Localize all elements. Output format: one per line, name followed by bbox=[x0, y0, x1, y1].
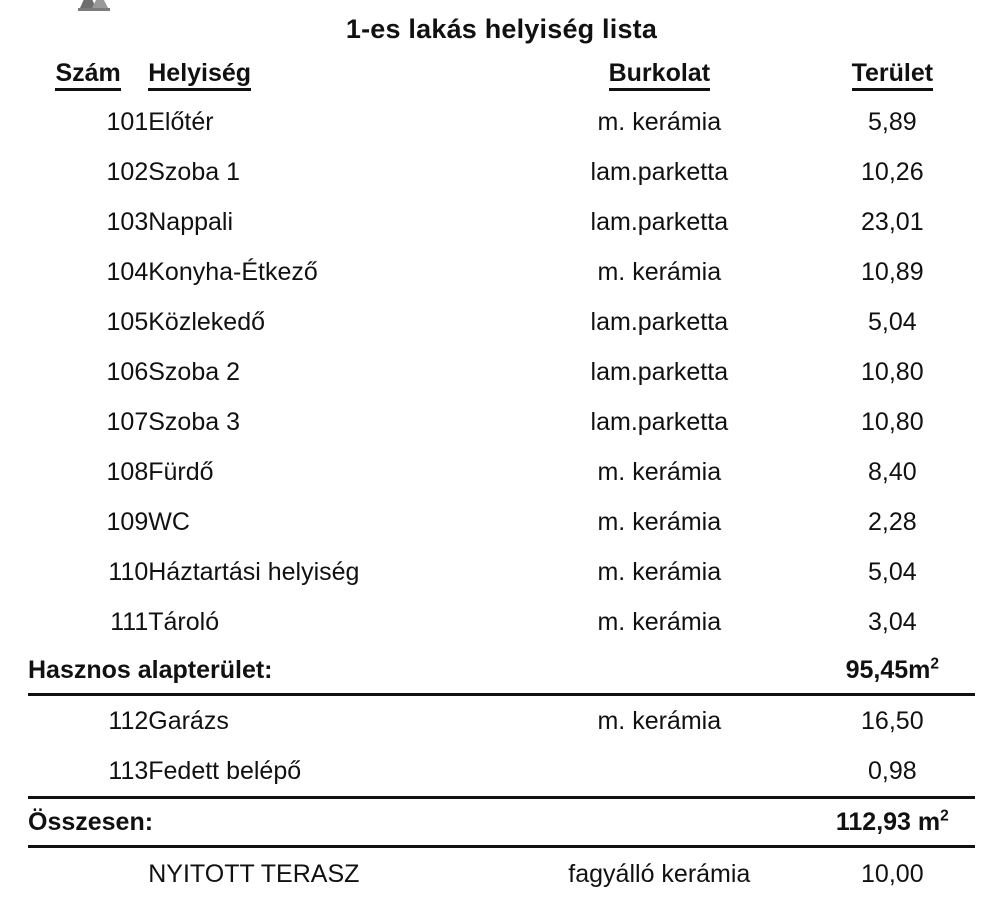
cell-area: 5,89 bbox=[867, 107, 917, 136]
cell-room: Közlekedő bbox=[148, 307, 265, 336]
table-header-row bbox=[28, 53, 975, 97]
table-row bbox=[28, 197, 975, 247]
cell-number: 104 bbox=[106, 257, 149, 286]
subtotal-unit: 2 bbox=[930, 655, 940, 673]
cell-floor: m. kerámia bbox=[597, 706, 722, 735]
cell-room: Szoba 3 bbox=[148, 407, 240, 436]
cell-number: 109 bbox=[106, 507, 149, 536]
cell-floor: lam.parketta bbox=[590, 207, 729, 236]
cell-floor: lam.parketta bbox=[590, 407, 729, 436]
column-header-floor-label: Burkolat bbox=[609, 60, 710, 92]
cell-number: 113 bbox=[108, 756, 149, 785]
cell-number: 106 bbox=[106, 357, 149, 386]
cell-area: 23,01 bbox=[861, 207, 924, 236]
cell-area: 10,26 bbox=[861, 157, 924, 186]
cell-area: 2,28 bbox=[867, 507, 917, 536]
terrace-area: 10,00 bbox=[861, 859, 924, 888]
table-row bbox=[28, 547, 975, 597]
cell-floor: m. kerámia bbox=[597, 557, 722, 586]
column-header-number bbox=[28, 53, 148, 97]
cell-number: 101 bbox=[106, 107, 149, 136]
table-row bbox=[28, 497, 975, 547]
cell-room: Garázs bbox=[148, 706, 229, 735]
cell-floor: m. kerámia bbox=[597, 507, 722, 536]
cell-room: Fürdő bbox=[148, 457, 214, 486]
table-row bbox=[28, 97, 975, 147]
column-header-floor bbox=[509, 53, 810, 97]
total-value-text: 112,93 m bbox=[835, 807, 941, 836]
terrace-room: NYITOTT TERASZ bbox=[148, 859, 360, 888]
column-header-area-label: Terület bbox=[852, 60, 934, 92]
cell-floor: m. kerámia bbox=[597, 607, 722, 636]
cell-floor: m. kerámia bbox=[597, 257, 722, 286]
subtotal-row bbox=[28, 647, 975, 695]
cell-floor: m. kerámia bbox=[597, 457, 722, 486]
cell-area: 8,40 bbox=[867, 457, 917, 486]
table-row bbox=[28, 147, 975, 197]
terrace-floor: fagyálló kerámia bbox=[568, 859, 751, 888]
cell-number: 111 bbox=[110, 607, 149, 636]
table-row bbox=[28, 597, 975, 647]
page-title: 1-es lakás helyiség lista bbox=[345, 14, 658, 44]
subtotal-label: Hasznos alapterület: bbox=[28, 647, 810, 695]
cell-floor: lam.parketta bbox=[590, 307, 729, 336]
table-row bbox=[28, 247, 975, 297]
cell-number: 102 bbox=[106, 157, 149, 186]
column-header-area bbox=[810, 53, 975, 97]
cell-room: Szoba 2 bbox=[148, 357, 240, 386]
table-row bbox=[28, 297, 975, 347]
terrace-row bbox=[28, 847, 975, 900]
column-header-room-label: Helyiség bbox=[148, 60, 251, 92]
cell-room: WC bbox=[148, 507, 190, 536]
cell-number: 110 bbox=[108, 557, 149, 586]
cell-number: 108 bbox=[106, 457, 149, 486]
cell-area: 5,04 bbox=[867, 557, 917, 586]
logo-icon bbox=[74, 0, 114, 16]
table-row bbox=[28, 447, 975, 497]
table-row bbox=[28, 695, 975, 747]
cell-number: 103 bbox=[106, 207, 149, 236]
cell-area: 16,50 bbox=[861, 706, 924, 735]
cell-floor bbox=[509, 746, 810, 798]
cell-number: 107 bbox=[106, 407, 149, 436]
cell-area: 10,89 bbox=[861, 257, 924, 286]
cell-area: 3,04 bbox=[867, 607, 917, 636]
cell-area: 10,80 bbox=[861, 407, 924, 436]
subtotal-value-text: 95,45m bbox=[845, 655, 931, 684]
total-unit: 2 bbox=[940, 807, 949, 825]
cell-room: Előtér bbox=[148, 107, 214, 136]
cell-room: Nappali bbox=[148, 207, 234, 236]
table-row bbox=[28, 347, 975, 397]
cell-room: Fedett belépő bbox=[148, 756, 302, 785]
terrace-number bbox=[28, 847, 148, 900]
total-row bbox=[28, 798, 975, 847]
cell-area: 0,98 bbox=[867, 756, 917, 785]
cell-number: 112 bbox=[108, 706, 149, 735]
total-value bbox=[810, 798, 975, 847]
total-label: Összesen: bbox=[28, 798, 810, 847]
cell-number: 105 bbox=[106, 307, 149, 336]
cell-floor: m. kerámia bbox=[597, 107, 722, 136]
subtotal-value bbox=[810, 647, 975, 695]
cell-floor: lam.parketta bbox=[590, 357, 729, 386]
cell-area: 10,80 bbox=[861, 357, 924, 386]
table-row bbox=[28, 746, 975, 798]
room-list-table bbox=[28, 53, 975, 900]
column-header-number-label: Szám bbox=[55, 60, 120, 92]
cell-room: Szoba 1 bbox=[148, 157, 240, 186]
table-row bbox=[28, 397, 975, 447]
cell-floor: lam.parketta bbox=[590, 157, 729, 186]
column-header-room bbox=[148, 53, 509, 97]
cell-room: Tároló bbox=[148, 607, 220, 636]
cell-area: 5,04 bbox=[867, 307, 917, 336]
cell-room: Konyha-Étkező bbox=[148, 257, 318, 286]
cell-room: Háztartási helyiség bbox=[148, 557, 360, 586]
